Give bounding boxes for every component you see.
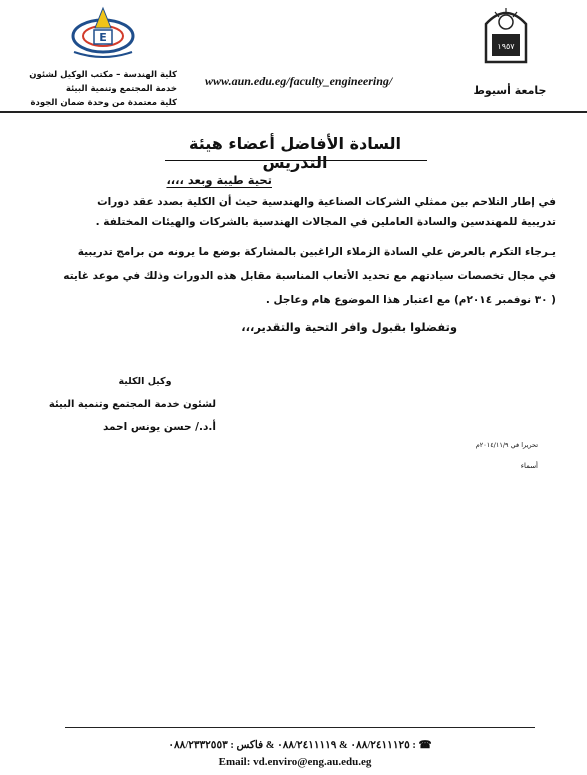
- body-line-1: في إطار التلاحم بين ممثلي الشركات الصناعية والهندسية حيث أن الكلية بصدد عقد دورات: [97, 196, 556, 208]
- svg-text:١٩٥٧: ١٩٥٧: [497, 42, 515, 51]
- header-divider: [0, 111, 587, 113]
- signature-role-detail: لشئون خدمة المجتمع وتنمية البيئة: [48, 399, 216, 410]
- footer-email: Email: vd.enviro@eng.au.edu.eg: [218, 756, 372, 768]
- university-name: جامعة أسيوط: [473, 84, 547, 97]
- university-logo-icon: [481, 4, 531, 64]
- faculty-line-2: خدمة المجتمع وتنمية البيئة: [65, 84, 177, 94]
- typist-initials: أسماء: [520, 462, 538, 470]
- date-note: تحريرا في ٢٠١٤/١١/٩م: [475, 441, 538, 449]
- body-line-5: ( ٣٠ نوفمبر ٢٠١٤م) مع اعتبار هذا الموضوع هام وعاجل .: [265, 294, 556, 306]
- footer-phones: ☎ : ٠٨٨/٢٤١١١٢٥ & ٠٨٨/٢٤١١١١٩ & فاكس : ٠٨٨/٢٣٣٢٥٥٣: [168, 740, 432, 751]
- signature-name: أ.د./ حسن يونس احمد: [102, 421, 216, 433]
- faculty-line-3: كلية معتمدة من وحدة ضمان الجودة: [30, 98, 177, 108]
- body-line-2: تدريبية للمهندسين والسادة العاملين في المجالات الهندسية بالشركات والهيئات المختلفة .: [95, 216, 556, 228]
- title-underline: [165, 160, 427, 161]
- faculty-office-header: [12, 68, 177, 110]
- letter-title: السادة الأفاضل أعضاء هيئة التدريس: [189, 134, 401, 172]
- closing-line: وتفضلوا بقبول وافر التحية والتقدير،،،: [241, 320, 457, 334]
- svg-text:E: E: [99, 31, 107, 44]
- footer-divider: [65, 727, 535, 728]
- greeting: تحية طيبة وبعد ،،،،: [166, 173, 272, 187]
- faculty-logo-icon: [66, 6, 140, 60]
- body-line-3: يـرجاء التكرم بالعرض علي السادة الزملاء الراغبين بالمشاركة بوضع ما يرونه من برامج تدريبية: [77, 246, 556, 258]
- body-line-4: في مجال تخصصات سيادتهم مع تحديد الأتعاب المناسبة مقابل هذه الدورات وذلك في موعد غايته: [63, 270, 556, 282]
- faculty-url: www.aun.edu.eg/faculty_engineering/: [205, 74, 393, 88]
- signature-role: وكيل الكلية: [118, 376, 172, 387]
- faculty-line-1: كلية الهندسة – مكتب الوكيل لشئون: [29, 70, 177, 80]
